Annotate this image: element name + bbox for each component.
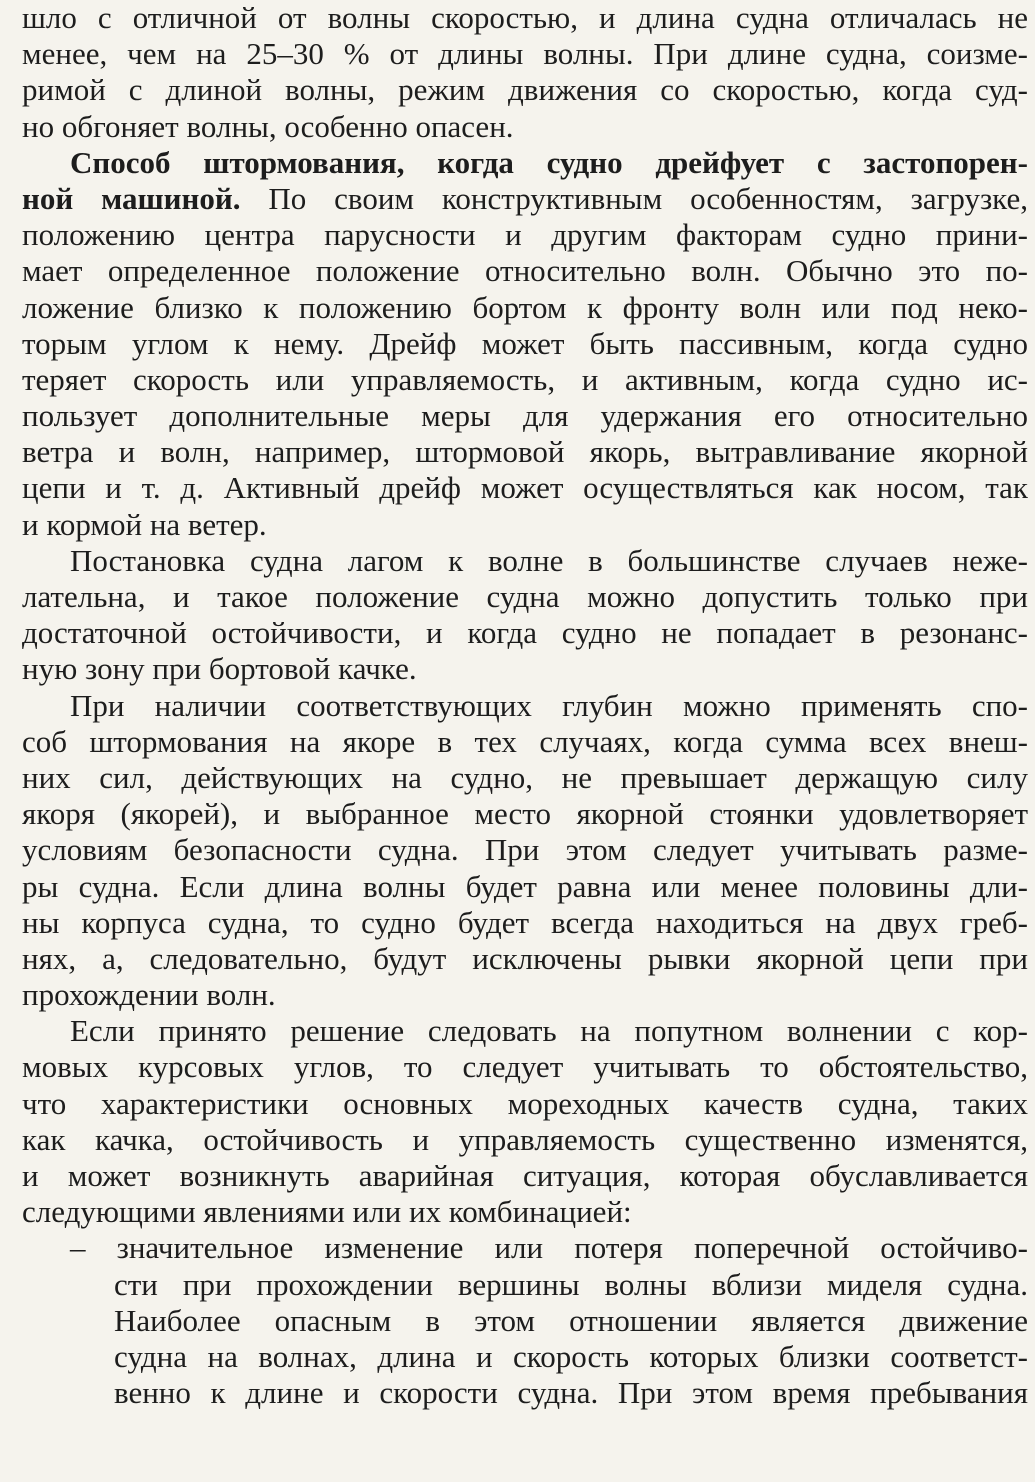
line-text: ры судна. Если длина волны будет равна или менее половины дли- xyxy=(22,868,1028,904)
body-text xyxy=(22,0,1028,1411)
text-line xyxy=(22,1122,1028,1158)
text-line xyxy=(22,181,1028,217)
line-text: нях, а, следовательно, будут исключены рывки якорной цепи при xyxy=(22,940,1028,976)
line-text: торым углом к нему. Дрейф может быть пассивным, когда судно xyxy=(22,325,1028,361)
text-line xyxy=(22,760,1028,796)
text-line xyxy=(22,1158,1028,1194)
text-line xyxy=(22,1013,1028,1049)
text-line xyxy=(22,1267,1028,1303)
text-line xyxy=(22,1230,1028,1266)
text-line xyxy=(22,688,1028,724)
text-line xyxy=(22,72,1028,108)
line-text: По своим конструктивным особенностям, загрузке, xyxy=(240,180,1028,216)
line-text: якоря (якорей), и выбранное место якорной стоянки удовлетворяет xyxy=(22,796,1028,832)
text-line xyxy=(22,326,1028,362)
text-line xyxy=(22,145,1028,181)
text-line xyxy=(22,977,1028,1013)
line-text: Наиболее опасным в этом отношении является движение xyxy=(114,1302,1028,1338)
line-text: положению центра парусности и другим факторам судно прини- xyxy=(22,217,1028,253)
text-line xyxy=(22,507,1028,543)
text-line xyxy=(22,615,1028,651)
line-text: что характеристики основных мореходных качеств судна, таких xyxy=(22,1085,1028,1121)
text-line xyxy=(22,1339,1028,1375)
line-text: них сил, действующих на судно, не превышает держащую силу xyxy=(22,759,1028,795)
line-text: прохождении волн. xyxy=(22,977,276,1013)
line-text: лательна, и такое положение судна можно допустить только при xyxy=(22,579,1028,614)
line-text: но обгоняет волны, особенно опасен. xyxy=(22,108,514,144)
bold-heading-text: Способ штормования, когда судно дрейфует с застопорен- xyxy=(70,144,1028,180)
line-text: цепи и т. д. Активный дрейф может осуществляться как носом, так xyxy=(22,470,1028,506)
line-text: мовых курсовых углов, то следует учитывать то обстоятельство, xyxy=(22,1049,1028,1085)
line-text: мает определенное положение относительно волн. Обычно это по- xyxy=(22,253,1028,289)
line-text: ную зону при бортовой качке. xyxy=(22,651,417,687)
text-line xyxy=(22,290,1028,326)
text-line xyxy=(22,941,1028,977)
line-text: венно к длине и скорости судна. При этом время пребывания xyxy=(114,1375,1028,1411)
text-line xyxy=(22,1086,1028,1122)
text-line xyxy=(22,905,1028,941)
text-line xyxy=(22,796,1028,832)
line-text: ложение близко к положению бортом к фронту волн или под неко- xyxy=(22,289,1028,325)
line-text: пользует дополнительные меры для удержания его относительно xyxy=(22,398,1028,434)
text-line xyxy=(22,0,1028,36)
text-line xyxy=(22,832,1028,868)
line-text: теряет скорость или управляемость, и активным, когда судно ис- xyxy=(22,361,1028,397)
text-line xyxy=(22,36,1028,72)
text-line xyxy=(22,1194,1028,1230)
text-line xyxy=(22,1303,1028,1339)
text-line xyxy=(22,869,1028,905)
line-text: достаточной остойчивости, и когда судно не попадает в резонанс- xyxy=(22,615,1028,651)
text-line xyxy=(22,217,1028,253)
line-text: условиям безопасности судна. При этом следует учитывать разме- xyxy=(22,832,1028,868)
line-text: соб штормования на якоре в тех случаях, когда сумма всех внеш- xyxy=(22,723,1028,759)
line-text: ветра и волн, например, штормовой якорь, вытравливание якорной xyxy=(22,434,1028,470)
line-text: Постановка судна лагом к волне в большинстве случаев неже- xyxy=(70,542,1028,578)
line-text: При наличии соответствующих глубин можно применять спо- xyxy=(70,687,1028,723)
line-text: судна на волнах, длина и скорость которых близки соответст- xyxy=(114,1338,1028,1374)
line-text: менее, чем на 25–30 % от длины волны. При длине судна, соизме- xyxy=(22,36,1028,72)
text-line xyxy=(22,579,1028,615)
line-text: шло с отличной от волны скоростью, и длина судна отличалась не xyxy=(22,0,1028,35)
line-text: ны корпуса судна, то судно будет всегда находиться на двух греб- xyxy=(22,904,1028,940)
text-line xyxy=(22,109,1028,145)
text-line xyxy=(22,1375,1028,1411)
line-text: сти при прохождении вершины волны вблизи миделя судна. xyxy=(114,1266,1028,1302)
line-text: как качка, остойчивость и управляемость существенно изменятся, xyxy=(22,1121,1028,1157)
line-text: и может возникнуть аварийная ситуация, которая обуславливается xyxy=(22,1158,1028,1193)
text-line xyxy=(22,253,1028,289)
text-line xyxy=(22,543,1028,579)
line-text: следующими явлениями или их комбинацией: xyxy=(22,1194,632,1230)
text-line xyxy=(22,470,1028,506)
text-line xyxy=(22,1049,1028,1085)
text-line xyxy=(22,651,1028,687)
line-text: и кормой на ветер. xyxy=(22,506,267,542)
text-line xyxy=(22,362,1028,398)
text-line xyxy=(22,434,1028,470)
line-text: римой с длиной волны, режим движения со скоростью, когда суд- xyxy=(22,72,1028,108)
bold-heading-text: ной машиной. xyxy=(22,180,241,216)
text-line xyxy=(22,724,1028,760)
line-text: Если принято решение следовать на попутном волнении с кор- xyxy=(70,1013,1028,1049)
text-line xyxy=(22,398,1028,434)
line-text: – значительное изменение или потеря поперечной остойчиво- xyxy=(70,1230,1028,1266)
